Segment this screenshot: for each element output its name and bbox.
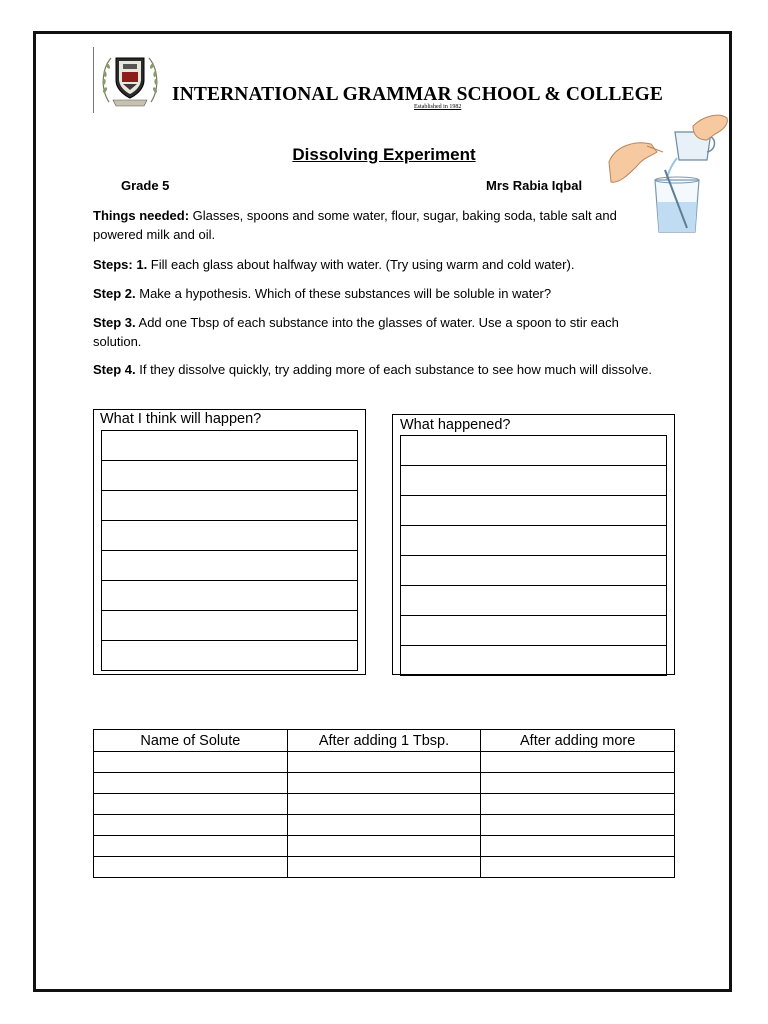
table-cell[interactable]: [481, 836, 675, 857]
table-cell[interactable]: [287, 752, 481, 773]
table-row: [94, 815, 675, 836]
writing-line[interactable]: [102, 491, 357, 521]
school-name: INTERNATIONAL GRAMMAR SCHOOL & COLLEGE: [172, 84, 663, 105]
things-needed-label: Things needed:: [93, 208, 190, 223]
header-divider: [93, 47, 94, 113]
table-cell[interactable]: [94, 773, 288, 794]
table-cell[interactable]: [287, 794, 481, 815]
table-cell[interactable]: [481, 794, 675, 815]
table-row: [94, 836, 675, 857]
table-cell[interactable]: [94, 836, 288, 857]
table-cell[interactable]: [94, 857, 288, 878]
table-row: [94, 752, 675, 773]
table-row: [94, 773, 675, 794]
table-cell[interactable]: [481, 752, 675, 773]
table-cell[interactable]: [287, 836, 481, 857]
step-4-label: Step 4.: [93, 362, 136, 377]
table-cell[interactable]: [481, 815, 675, 836]
step-3-label: Step 3.: [93, 315, 136, 330]
writing-line[interactable]: [102, 461, 357, 491]
writing-line[interactable]: [102, 521, 357, 551]
teacher-name: Mrs Rabia Iqbal: [486, 178, 583, 193]
step-4-text: If they dissolve quickly, try adding more of each substance to see how much will dissolve.: [135, 362, 653, 377]
writing-line[interactable]: [401, 436, 666, 466]
table-row: [94, 794, 675, 815]
writing-line[interactable]: [401, 526, 666, 556]
column-header: After adding more: [481, 730, 675, 752]
prediction-lines[interactable]: [101, 430, 358, 671]
writing-line[interactable]: [401, 616, 666, 646]
prediction-box: [93, 409, 366, 675]
established-note: Established in 1982: [414, 104, 462, 110]
step-2-text: Make a hypothesis. Which of these substances will be soluble in water?: [135, 286, 552, 301]
table-cell[interactable]: [94, 815, 288, 836]
step-1-label: Steps: 1.: [93, 257, 148, 272]
writing-line[interactable]: [102, 551, 357, 581]
step-3: [93, 313, 653, 351]
writing-line[interactable]: [401, 496, 666, 526]
school-crest-icon: [99, 50, 161, 108]
result-lines[interactable]: [400, 435, 667, 676]
result-box-title: What happened?: [400, 417, 511, 433]
step-2: [93, 284, 653, 303]
table-cell[interactable]: [94, 752, 288, 773]
column-header: After adding 1 Tbsp.: [287, 730, 481, 752]
table-cell[interactable]: [287, 857, 481, 878]
table-cell[interactable]: [287, 815, 481, 836]
things-needed-text: Glasses, spoons and some water, flour, sugar, baking soda, table salt and powered milk and oil.: [93, 208, 617, 242]
step-3-text: Add one Tbsp of each substance into the glasses of water. Use a spoon to stir each solution.: [93, 315, 619, 349]
step-1: [93, 255, 653, 274]
grade-label: Grade 5: [121, 178, 170, 193]
writing-line[interactable]: [102, 581, 357, 611]
table-cell[interactable]: [287, 773, 481, 794]
step-1-text: Fill each glass about halfway with water. (Try using warm and cold water).: [147, 257, 575, 272]
writing-line[interactable]: [401, 586, 666, 616]
worksheet-title: Dissolving Experiment: [292, 145, 476, 164]
table-cell[interactable]: [94, 794, 288, 815]
writing-line[interactable]: [401, 466, 666, 496]
step-2-label: Step 2.: [93, 286, 136, 301]
table-row: [94, 857, 675, 878]
things-needed: [93, 206, 653, 244]
writing-line[interactable]: [102, 641, 357, 671]
column-header: Name of Solute: [94, 730, 288, 752]
result-box: [392, 414, 675, 675]
solute-table: [93, 729, 675, 878]
writing-line[interactable]: [401, 646, 666, 676]
table-cell[interactable]: [481, 857, 675, 878]
writing-line[interactable]: [401, 556, 666, 586]
table-header-row: [94, 730, 675, 752]
writing-line[interactable]: [102, 611, 357, 641]
step-4: [93, 360, 653, 379]
table-cell[interactable]: [481, 773, 675, 794]
writing-line[interactable]: [102, 431, 357, 461]
prediction-box-title: What I think will happen?: [100, 411, 262, 427]
